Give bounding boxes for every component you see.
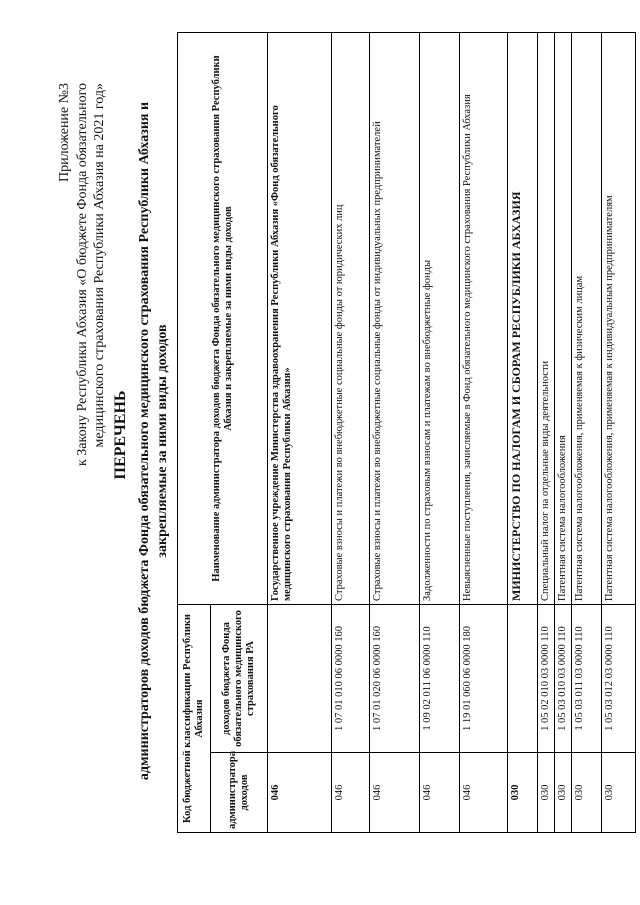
name-cell: Страховые взносы и платежи во внебюджетные социальные фонды от индивидуальных предпринимателей	[370, 33, 420, 605]
header-name: Наименование администратора доходов бюджета Фонда обязательного медицинского страхования Республики Абхазия и закрепляемые за ними виды доходов	[178, 33, 268, 605]
income-code-cell: 1 05 02 010 03 0000 110	[538, 605, 555, 753]
admin-code-cell: 046	[370, 753, 420, 833]
income-code-cell: 1 19 01 060 06 0000 180	[460, 605, 508, 753]
table-row	[572, 33, 602, 833]
name-cell: Страховые взносы и платежи во внебюджетные социальные фонды от юридических лиц	[332, 33, 370, 605]
income-code-cell	[268, 605, 332, 753]
name-cell: Патентная система налогообложения, применяемая к физическим лицам	[572, 33, 602, 605]
subtitle-line-1: администраторов доходов бюджета Фонда обязательного медицинского страхования Республики Абхазия и	[137, 101, 152, 781]
admin-code-cell: 030	[572, 753, 602, 833]
income-code-cell: 1 05 03 010 03 0000 110	[555, 605, 572, 753]
name-cell: Патентная система налогообложения	[555, 33, 572, 605]
appendix-number: Приложение №3	[57, 83, 72, 182]
admin-code-cell: 046	[420, 753, 460, 833]
admin-code-cell: 046	[332, 753, 370, 833]
document-title: ПЕРЕЧЕНЬ	[112, 390, 129, 480]
ministry-section-heading: МИНИСТЕРСТВО ПО НАЛОГАМ И СБОРАМ РЕСПУБЛИКИ АБХАЗИЯ	[508, 33, 538, 605]
income-code-cell: 1 05 03 012 03 0000 110	[602, 605, 636, 753]
income-code-cell: 1 09 02 011 06 0000 110	[420, 605, 460, 753]
name-cell: Задолженности по страховым взносам и платежам во внебюджетные фонды	[420, 33, 460, 605]
table-row	[332, 33, 370, 833]
table-row	[538, 33, 555, 833]
name-cell: Невыясненные поступления, зачисляемые в Фонд обязательного медицинского страхования Республики Абхазия	[460, 33, 508, 605]
income-administrators-table	[177, 32, 636, 833]
admin-code-cell: 030	[538, 753, 555, 833]
document-subtitle	[136, 72, 171, 810]
table-row	[420, 33, 460, 833]
header-budget-classification-code: Код бюджетной классификации Республики Абхазия	[178, 605, 211, 833]
income-code-cell	[508, 605, 538, 753]
name-cell: Специальный налог на отдельные виды деятельности	[538, 33, 555, 605]
name-cell: Патентная система налогообложения, применяемая к индивидуальным предпринимателям	[602, 33, 636, 605]
subtitle-line-2: закрепляемые за ними виды доходов	[154, 324, 170, 558]
income-code-cell: 1 05 03 011 03 0000 110	[572, 605, 602, 753]
admin-code-cell: 030	[602, 753, 636, 833]
table-row	[555, 33, 572, 833]
appendix-law-line-2: медицинского страхования Республики Абхазия на 2021 год»	[92, 83, 107, 448]
header-admin-code: администратора доходов	[211, 753, 268, 833]
admin-code-cell: 046	[460, 753, 508, 833]
table-row	[602, 33, 636, 833]
income-code-cell: 1 07 01 010 06 0000 160	[332, 605, 370, 753]
table-header-row	[178, 33, 211, 833]
table-row	[370, 33, 420, 833]
appendix-law-line-1: к Закону Республики Абхазия «О бюджете Фонда обязательного	[74, 83, 90, 467]
appendix-reference	[56, 83, 109, 793]
admin-code-cell: 046	[268, 753, 332, 833]
name-cell: Государственное учреждение Министерства здравоохранения Республики Абхазия «Фонд обязательного медицинского страхования Республики Абхазия»	[268, 33, 332, 605]
table-row	[508, 33, 538, 833]
income-code-cell: 1 07 01 020 06 0000 160	[370, 605, 420, 753]
admin-code-cell: 030	[555, 753, 572, 833]
table-row	[268, 33, 332, 833]
table-row	[460, 33, 508, 833]
header-income-code: доходов бюджета Фонда обязательного медицинского страхования РА	[211, 605, 268, 753]
admin-code-cell: 030	[508, 753, 538, 833]
